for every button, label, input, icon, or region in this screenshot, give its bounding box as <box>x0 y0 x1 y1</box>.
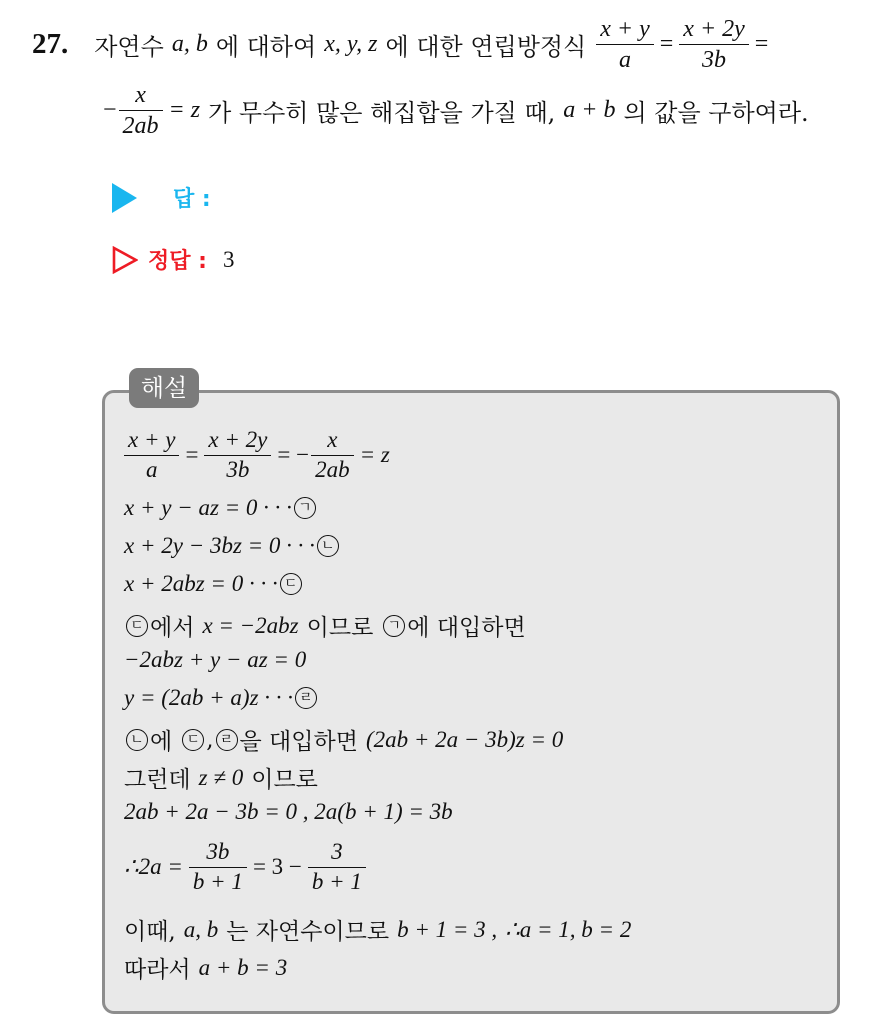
equals-minus: = − <box>277 442 310 468</box>
fraction <box>204 426 271 485</box>
math-expr: ∴2a = <box>124 854 183 880</box>
equals-sign: = <box>659 31 674 57</box>
fraction-numerator: x + 2y <box>208 427 268 452</box>
fraction <box>308 838 366 897</box>
math-expr: = z <box>359 442 390 468</box>
math-expr: = 3 − <box>252 854 302 880</box>
fraction-numerator: x + 2y <box>683 16 745 42</box>
answer-line <box>112 182 211 213</box>
math-expr: (2ab + 2a − 3b)z = 0 <box>365 726 564 752</box>
fraction-numerator: 3b <box>206 839 230 864</box>
circled-digeut-icon: ㄷ <box>280 573 302 595</box>
fraction-denominator: 3b <box>226 456 250 482</box>
fraction-denominator: b + 1 <box>192 868 243 894</box>
fraction-denominator: 3b <box>702 47 727 73</box>
fraction-denominator: a <box>619 47 631 73</box>
question-line-2 <box>103 80 809 141</box>
question-text: 가 무수히 많은 해집합을 가질 때, <box>208 99 556 127</box>
correct-answer-line <box>112 244 234 275</box>
circled-rieul-icon: ㄹ <box>216 729 238 751</box>
math-expr: 2ab + 2a − 3b = 0 , 2a(b + 1) = 3b <box>124 799 453 824</box>
question-text: 자연수 <box>94 33 164 61</box>
solution-line-6 <box>124 647 306 673</box>
fraction-denominator: a <box>145 456 158 482</box>
solution-line-8 <box>124 723 563 756</box>
math-expr: −2abz + y − az = 0 <box>124 647 307 672</box>
math-expr: a + b = 3 <box>198 954 288 980</box>
solution-text: 따라서 <box>124 957 191 983</box>
math-vars: a, b <box>171 31 208 57</box>
math-expr: x + 2abz = 0 · · · <box>124 571 278 596</box>
math-expr: = z <box>168 97 201 123</box>
question-number: 27. <box>32 28 69 60</box>
correct-answer-label: 정답 : <box>148 249 207 274</box>
answer-label: 답 : <box>173 187 211 212</box>
solution-line-1 <box>124 426 390 485</box>
solution-tag: 해설 <box>129 368 199 408</box>
circled-nieun-icon: ㄴ <box>317 535 339 557</box>
math-expr: y = (2ab + a)z · · · <box>124 685 294 710</box>
fraction <box>311 426 354 485</box>
math-expr: x + 2y − 3bz = 0 · · · <box>124 533 315 558</box>
math-vars: a, b <box>183 916 219 942</box>
fraction-denominator: 2ab <box>315 456 350 482</box>
solution-text: 는 자연수이므로 <box>226 919 390 945</box>
solution-line-5 <box>124 609 526 642</box>
solution-text: , <box>206 726 214 753</box>
math-expr: z ≠ 0 <box>198 764 244 790</box>
solution-text: 이때, <box>124 919 176 945</box>
solution-line-2 <box>124 495 318 521</box>
math-expr: b + 1 = 3 , <box>397 916 498 942</box>
fraction-denominator: b + 1 <box>311 868 362 894</box>
solution-line-12 <box>124 913 631 946</box>
fraction-numerator: x <box>135 82 146 108</box>
solution-line-9 <box>124 761 318 794</box>
fraction-denominator: 2ab <box>122 113 159 139</box>
fraction <box>119 80 163 141</box>
solution-line-7 <box>124 685 319 711</box>
circled-giyeok-icon: ㄱ <box>294 497 316 519</box>
question-text: 에 대한 연립방정식 <box>385 33 587 61</box>
math-expr: ∴a = 1, b = 2 <box>505 916 632 942</box>
correct-answer-value: 3 <box>222 246 235 272</box>
circled-giyeok-icon: ㄱ <box>383 615 405 637</box>
circled-nieun-icon: ㄴ <box>126 729 148 751</box>
fraction <box>679 14 749 75</box>
play-triangle-icon <box>112 183 137 213</box>
solution-line-3 <box>124 533 341 559</box>
fraction-numerator: x <box>327 427 338 452</box>
equals-sign: = <box>185 442 199 468</box>
fraction-numerator: 3 <box>331 839 343 864</box>
solution-line-10 <box>124 799 453 825</box>
circled-rieul-icon: ㄹ <box>295 687 317 709</box>
math-vars: x, y, z <box>324 31 378 57</box>
solution-text: 에서 <box>150 615 195 641</box>
solution-line-4 <box>124 571 304 597</box>
solution-text: 에 <box>150 729 173 755</box>
solution-text: 에 대입하면 <box>407 615 526 641</box>
math-expr: x + y − az = 0 · · · <box>124 495 292 520</box>
fraction <box>189 838 247 897</box>
solution-line-11 <box>124 838 372 897</box>
equals-sign: = <box>754 31 769 57</box>
solution-line-13 <box>124 951 287 984</box>
fraction <box>596 14 654 75</box>
circled-digeut-icon: ㄷ <box>182 729 204 751</box>
question-text: 에 대하여 <box>215 33 317 61</box>
solution-text: 이므로 <box>251 767 318 793</box>
fraction <box>124 426 179 485</box>
outline-triangle-icon <box>112 246 138 274</box>
math-expr: x = −2abz <box>202 612 299 638</box>
solution-text: 그런데 <box>124 767 191 793</box>
question-line-1 <box>32 14 768 75</box>
fraction-numerator: x + y <box>128 427 176 452</box>
solution-text: 이므로 <box>306 615 374 641</box>
fraction-numerator: x + y <box>600 16 650 42</box>
solution-text: 을 대입하면 <box>239 729 358 755</box>
math-expr: a + b <box>563 97 616 123</box>
question-text: 의 값을 구하여라. <box>623 99 809 127</box>
circled-digeut-icon: ㄷ <box>126 615 148 637</box>
minus-sign: − <box>103 97 117 123</box>
